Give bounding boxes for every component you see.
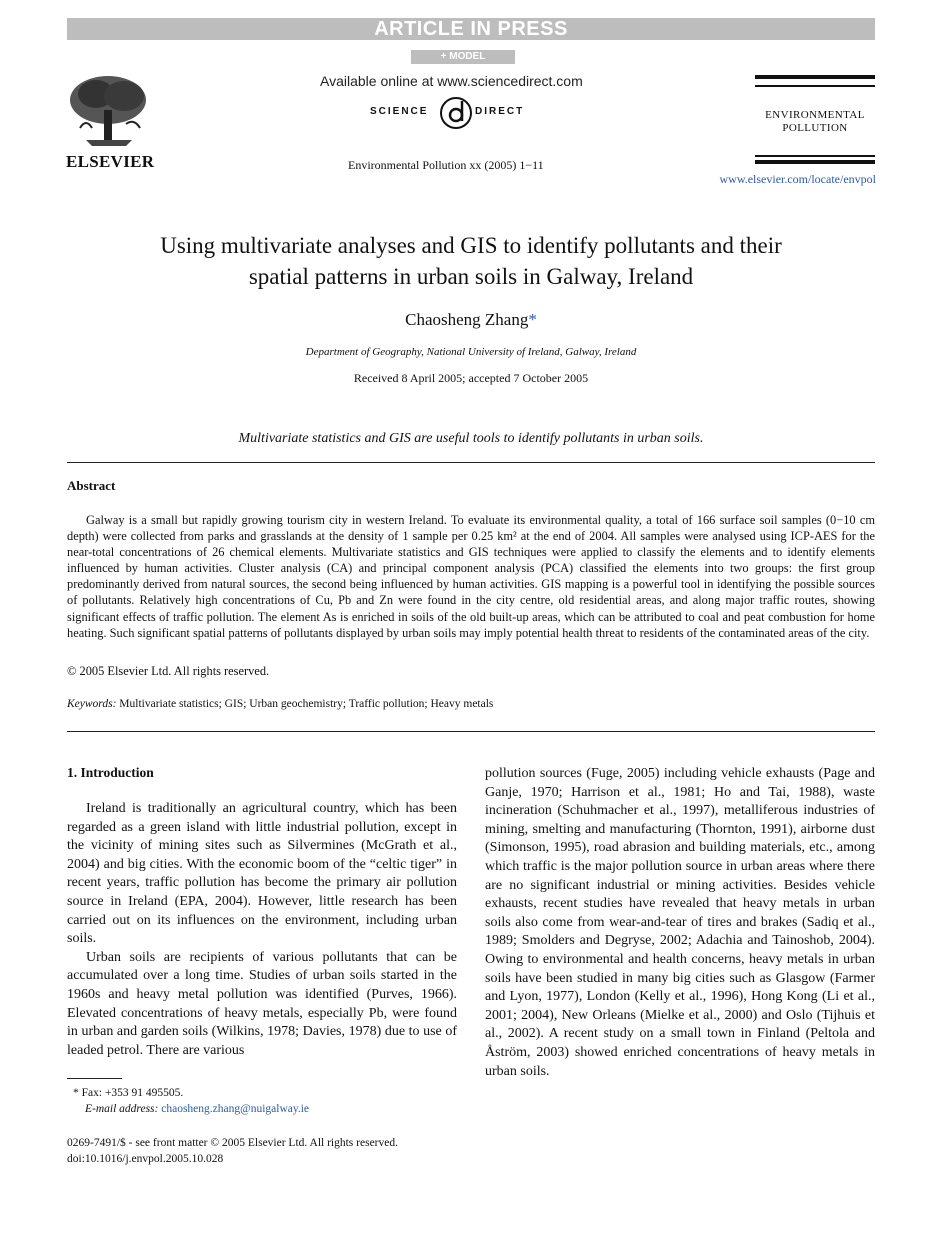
author-name: Chaosheng Zhang: [405, 310, 529, 329]
journal-url-link[interactable]: www.elsevier.com/locate/envpol: [719, 172, 876, 186]
abstract-text: Galway is a small but rapidly growing tourism city in western Ireland. To evaluate its environmental quality, a total of 166 surface soil samples (0−10 cm depth) were collected from parks and grasslands at the density of 1 sample per 0.25 km² at the end of 2004. All samples were analysed using ICP-AES for the near-total concentrations of 26 chemical elements. Multivariate statistics and GIS techniques were applied to classify the elements and to identify elements influenced by human activities. Cluster analysis (CA) and principal component analysis (PCA) classified the elements into two groups: the first group predominantly derived from natural sources, the second being influenced by human activities. GIS mapping is a powerful tool in identifying the possible sources of pollutants. Relatively high concentrations of Cu, Pb and Zn were found in the city centre, old residential areas, and along major traffic routes, showing significant effects of traffic pollution. The element As is enriched in soils of the old built-up areas, which can be attributed to coal and peat combustion for home heating. Such significant spatial patterns of pollutants displayed by urban soils may imply potential health threat to residents of the contaminated areas of the city.: [67, 513, 875, 640]
right-column: [485, 765, 875, 1081]
keywords-list: Multivariate statistics; GIS; Urban geochemistry; Traffic pollution; Heavy metals: [119, 698, 494, 710]
highlight-sentence: Multivariate statistics and GIS are useful tools to identify pollutants in urban soils.: [238, 431, 704, 446]
sciencedirect-at-icon: [438, 95, 474, 131]
left-column: [67, 800, 457, 1060]
title-line-2: spatial patterns in urban soils in Galway, Ireland: [248, 264, 694, 289]
affiliation: Department of Geography, National University of Ireland, Galway, Ireland: [305, 346, 637, 358]
article-title: [67, 230, 875, 292]
intro-paragraph-1: Ireland is traditionally an agricultural country, which has been regarded as a green island with little industrial pollution, except in the vicinity of mining sites such as Silvermines (McGrath et al., 2004) and big cities. With the economic boom of the “celtic tiger” in recent years, traffic pollution has become the primary air pollution source in Ireland (EPA, 2004). However, little research has been carried out on its influences on the environment, including urban soils.: [67, 801, 457, 947]
keywords-label: Keywords:: [67, 698, 117, 710]
issn-line: 0269-7491/$ - see front matter © 2005 Elsevier Ltd. All rights reserved.: [67, 1137, 398, 1149]
journal-rule-top: [755, 75, 875, 79]
abstract-heading: Abstract: [67, 478, 116, 493]
divider: [67, 462, 875, 463]
email-link[interactable]: chaosheng.zhang@nuigalway.ie: [161, 1103, 310, 1115]
footnote-email: [67, 1101, 309, 1117]
footnote-rule: [67, 1078, 122, 1079]
section-heading-introduction: 1. Introduction: [67, 765, 154, 780]
article-in-press-banner: ARTICLE IN PRESS: [67, 18, 875, 40]
journal-rule-top-thin: [755, 85, 875, 87]
author: [67, 310, 875, 330]
publisher-name: ELSEVIER: [66, 152, 155, 171]
sciencedirect-logo-left: SCIENCE: [370, 106, 429, 117]
title-line-1: Using multivariate analyses and GIS to identify pollutants and their: [160, 233, 782, 258]
author-footnote-link[interactable]: *: [528, 310, 537, 329]
journal-reference: Environmental Pollution xx (2005) 1−11: [348, 158, 544, 172]
journal-rule-bottom: [755, 160, 875, 164]
keywords: [67, 698, 493, 710]
intro-paragraph-2: Urban soils are recipients of various pollutants that can be accumulated over a long time. Studies of urban soils started in the 1960s and heavy metal pollution was identified (Purves, 1966). Elevated concentrations of heavy metals, especially Pb, were found in urban and garden soils (Wilkins, 1978; Davies, 1978) due to use of leaded petrol. There are various: [67, 949, 457, 1058]
sciencedirect-availability: Available online at www.sciencedirect.com: [320, 73, 583, 89]
journal-name: [755, 109, 875, 135]
journal-name-line1: ENVIRONMENTAL: [765, 109, 865, 121]
footnote: [67, 1085, 309, 1117]
abstract-body: [67, 512, 875, 641]
journal-name-line2: POLLUTION: [782, 122, 848, 134]
sciencedirect-logo-right: DIRECT: [475, 106, 525, 117]
received-dates: Received 8 April 2005; accepted 7 October 2005: [353, 371, 589, 385]
footnote-fax: * Fax: +353 91 495505.: [73, 1087, 184, 1099]
intro-paragraph-3: pollution sources (Fuge, 2005) including vehicle exhausts (Page and Ganje, 1970; Harrison et al., 1981; Ho and Tai, 1988), waste incineration (Schuhmacher et al., 1997), metalliferous industries of mining, smelting and manufacturing (Thornton, 1991), airborne dust (Simonson, 1995), road abrasion and building materials, etc., among which traffic is the major pollution source in urban areas where there are no significant industrial or mining activities. Besides vehicle exhausts, recent studies have revealed that heavy metals in urban soils also come from wear-and-tear of tires and brakes (Sadiq et al., 1989; Smolders and Degryse, 2002; Adachia and Tainoshob, 2004). Owing to environmental and health concerns, heavy metals in urban soils have been studied in many big cities such as Glasgow (Farmer and Lyon, 1977), London (Kelly et al., 1996), Hong Kong (Li et al., 2001; 2004), New Orleans (Mielke et al., 2000) and Oslo (Tijhuis et al., 2002). A recent study on a small town in Finland (Peltola and Åström, 2003) showed enriched concentrations of heavy metals in urban soils.: [485, 766, 875, 1079]
journal-rule-bottom-thin: [755, 155, 875, 157]
abstract-copyright: © 2005 Elsevier Ltd. All rights reserved.: [67, 664, 270, 678]
model-badge: + MODEL: [411, 50, 515, 64]
divider: [67, 731, 875, 732]
elsevier-tree-logo-icon: [66, 74, 152, 150]
email-label: E-mail address:: [85, 1103, 159, 1115]
front-matter: [67, 1135, 398, 1167]
doi-line: doi:10.1016/j.envpol.2005.10.028: [67, 1153, 224, 1165]
